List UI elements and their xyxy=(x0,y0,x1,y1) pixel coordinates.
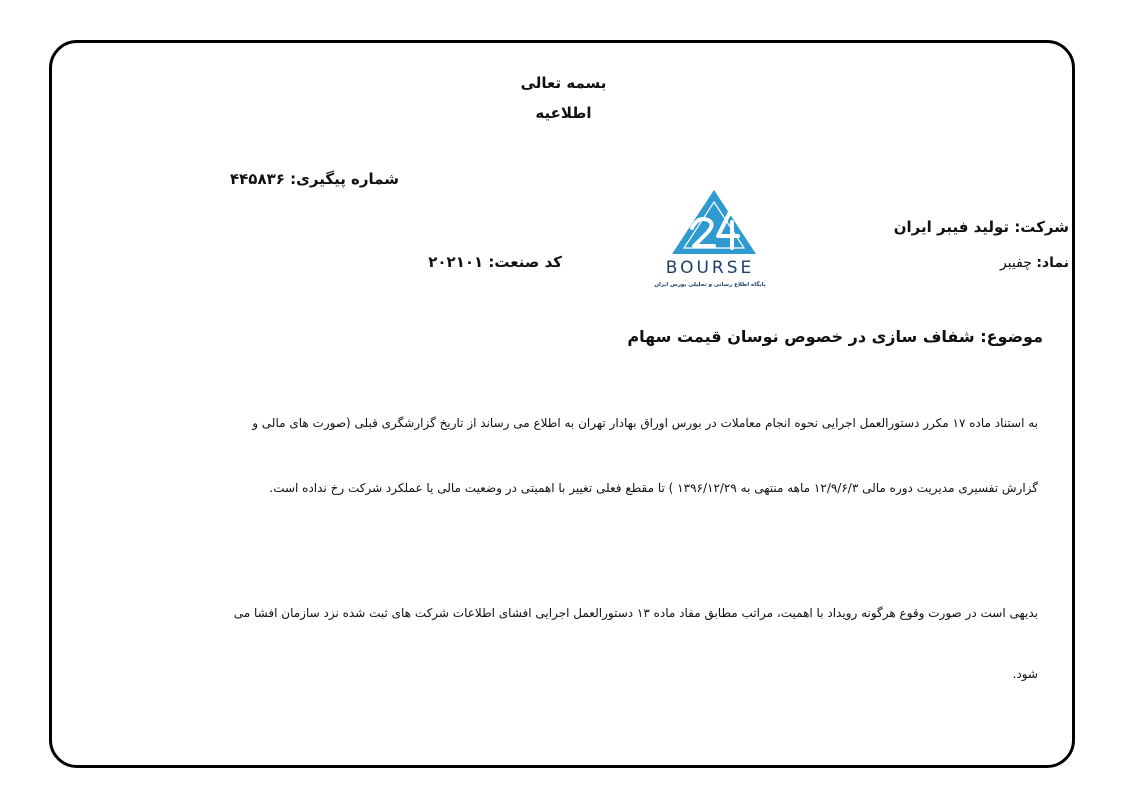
company-value: تولید فیبر ایران xyxy=(893,218,1010,236)
industry-value: ۲۰۲۱۰۱ xyxy=(428,253,484,271)
tracking-value: ۴۴۵۸۳۶ xyxy=(229,170,285,188)
bourse-24-logo-icon xyxy=(640,188,780,292)
logo-wordmark: BOURSE xyxy=(665,258,755,278)
company-name xyxy=(894,218,1069,236)
subject-value: شفاف سازی در خصوص نوسان قیمت سهام xyxy=(627,327,975,346)
document-frame xyxy=(49,40,1075,768)
body-paragraph-3: بدیهی است در صورت وقوع هرگونه رویداد با اهمیت، مراتب مطابق مفاد ماده ۱۳ دستورالعمل اجرایی افشای اطلاعات شرکت های ثبت شده نزد سازمان افشا می xyxy=(233,606,1038,620)
ticker-symbol xyxy=(1000,255,1069,271)
company-label: شرکت: xyxy=(1014,218,1069,236)
industry-label: کد صنعت: xyxy=(488,253,562,271)
industry-code xyxy=(428,253,562,271)
body-paragraph-4: شود. xyxy=(1012,667,1038,681)
tracking-number xyxy=(230,170,399,188)
body-paragraph-2: گزارش تفسیری مدیریت دوره مالی ۱۲/۹/۶/۳ ماهه منتهی به ۱۳۹۶/۱۲/۲۹ ) تا مقطع فعلی تغییر با اهمیتی در وضعیت مالی یا عملکرد شرکت رخ نداده است. xyxy=(269,481,1038,495)
body-paragraph-1: به استناد ماده ۱۷ مکرر دستورالعمل اجرایی نحوه انجام معاملات در بورس اوراق بهادار تهران به اطلاع می رساند از تاریخ گزارشگری قبلی (صورت های مالی و xyxy=(252,416,1038,430)
heading-bismillah: بسمه تعالی xyxy=(520,74,607,92)
subject-label: موضوع: xyxy=(980,327,1043,346)
tracking-label: شماره پیگیری: xyxy=(290,170,399,188)
subject-line xyxy=(627,327,1043,346)
heading-announcement: اطلاعیه xyxy=(535,104,592,122)
logo-tagline: پایگاه اطلاع رسانی و تحلیلی بورس ایران xyxy=(654,282,766,288)
symbol-label: نماد: xyxy=(1036,255,1069,271)
symbol-value: چفیبر xyxy=(999,255,1032,271)
